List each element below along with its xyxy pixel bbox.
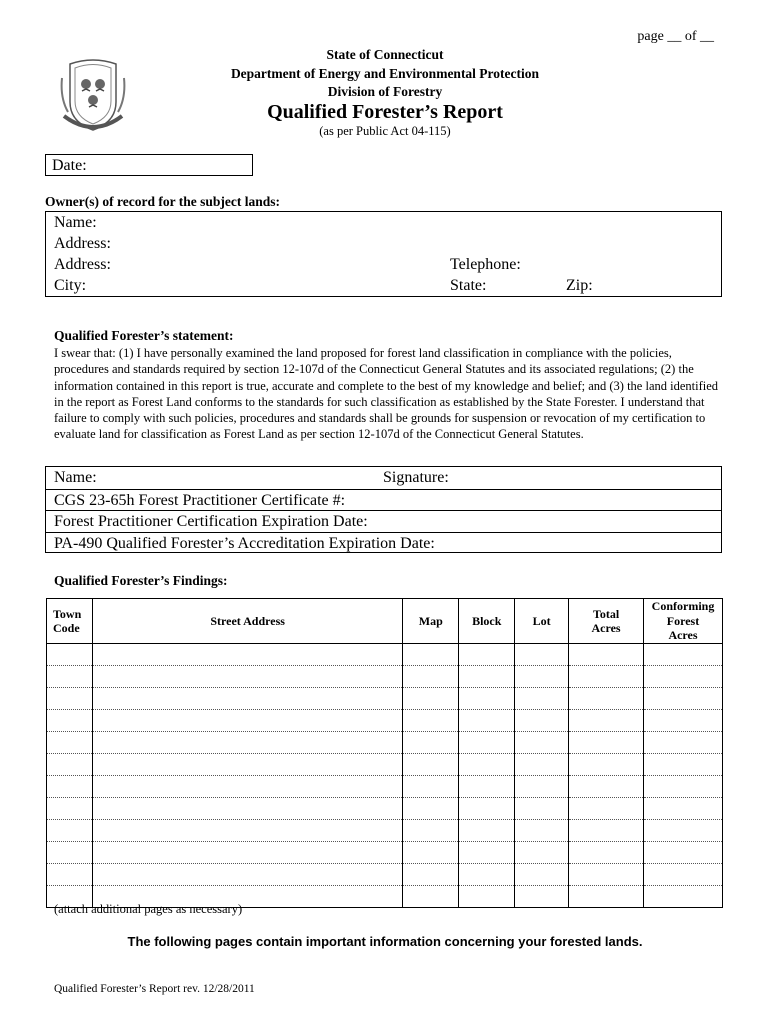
- table-row: [47, 644, 723, 666]
- owner-address2-row[interactable]: [46, 254, 721, 275]
- attach-note: (attach additional pages as necessary): [54, 902, 243, 916]
- table-cell[interactable]: [569, 688, 644, 710]
- forester-cert-exp-label: Forest Practitioner Certification Expiration Date:: [54, 513, 368, 530]
- forester-name-label: Name:: [54, 469, 97, 486]
- table-cell[interactable]: [569, 886, 644, 908]
- table-cell[interactable]: [92, 864, 402, 886]
- forester-pa490-row[interactable]: [46, 532, 721, 555]
- col-total-acres: Total Acres: [569, 599, 644, 644]
- owner-name-label: Name:: [54, 214, 97, 231]
- statement-heading: Qualified Forester’s statement:: [54, 328, 234, 343]
- table-cell[interactable]: [47, 666, 93, 688]
- table-cell[interactable]: [47, 842, 93, 864]
- col-map: Map: [403, 599, 459, 644]
- table-cell[interactable]: [459, 842, 515, 864]
- table-cell[interactable]: [515, 644, 569, 666]
- header-division: Division of Forestry: [327, 84, 443, 99]
- table-cell[interactable]: [569, 820, 644, 842]
- owner-address1-label: Address:: [54, 235, 111, 252]
- table-cell[interactable]: [569, 842, 644, 864]
- owner-name-row[interactable]: [46, 212, 721, 233]
- table-cell[interactable]: [92, 732, 402, 754]
- important-note: The following pages contain important information concerning your forested lands.: [127, 934, 643, 949]
- table-cell[interactable]: [644, 798, 723, 820]
- table-cell[interactable]: [47, 820, 93, 842]
- table-cell[interactable]: [403, 776, 459, 798]
- table-cell[interactable]: [459, 710, 515, 732]
- owner-address1-row[interactable]: [46, 233, 721, 254]
- table-cell[interactable]: [403, 644, 459, 666]
- page-title: Qualified Forester’s Report: [267, 101, 503, 123]
- table-cell[interactable]: [515, 864, 569, 886]
- owner-state-label: State:: [450, 277, 487, 294]
- findings-heading: Qualified Forester’s Findings:: [54, 573, 228, 588]
- table-cell[interactable]: [92, 666, 402, 688]
- table-cell[interactable]: [403, 688, 459, 710]
- table-cell[interactable]: [644, 842, 723, 864]
- table-cell[interactable]: [92, 710, 402, 732]
- table-row: [47, 688, 723, 710]
- table-cell[interactable]: [47, 688, 93, 710]
- table-cell[interactable]: [92, 842, 402, 864]
- owner-city-label: City:: [54, 277, 87, 294]
- table-cell[interactable]: [459, 666, 515, 688]
- footer-revision: Qualified Forester’s Report rev. 12/28/2011: [54, 983, 255, 995]
- table-cell[interactable]: [47, 776, 93, 798]
- table-row: [47, 754, 723, 776]
- table-cell[interactable]: [47, 798, 93, 820]
- findings-table: [46, 598, 723, 908]
- table-cell[interactable]: [403, 886, 459, 908]
- owner-telephone-label: Telephone:: [450, 256, 521, 273]
- table-cell[interactable]: [644, 754, 723, 776]
- table-cell[interactable]: [459, 798, 515, 820]
- table-row: [47, 732, 723, 754]
- forester-box: [45, 466, 722, 553]
- table-cell[interactable]: [92, 754, 402, 776]
- table-cell[interactable]: [515, 798, 569, 820]
- col-town-code: Town Code: [47, 599, 93, 644]
- page-indicator: page __ of __: [637, 29, 714, 44]
- owner-box: [45, 211, 722, 297]
- table-cell[interactable]: [515, 886, 569, 908]
- table-cell[interactable]: [459, 776, 515, 798]
- table-cell[interactable]: [459, 754, 515, 776]
- findings-header-row: [47, 599, 723, 644]
- owner-zip-label: Zip:: [566, 277, 593, 294]
- table-cell[interactable]: [644, 886, 723, 908]
- page-subtitle: (as per Public Act 04-115): [319, 124, 451, 138]
- table-cell[interactable]: [515, 710, 569, 732]
- table-cell[interactable]: [92, 798, 402, 820]
- table-cell[interactable]: [569, 710, 644, 732]
- statement-text: I swear that: (1) I have personally examined the land proposed for forest land classification in compliance with the policies, procedures and standards required by section 12-107d of the Connecticut General Statutes and its associated regulations; (2) the information contained in this report is true, accurate and complete to the best of my knowledge and belief; and (3) the land identified in the report as Forest Land conforms to the standards for such classification as established by the State Forester. I understand that failure to comply with such policies, procedures and standards shall be grounds for suspension or revocation of my certification to evaluate land for classification as Forest Land as per section 12-107d of the Connecticut General Statutes.: [54, 346, 719, 442]
- table-row: [47, 710, 723, 732]
- table-cell[interactable]: [92, 776, 402, 798]
- table-cell[interactable]: [644, 820, 723, 842]
- table-row: [47, 864, 723, 886]
- forester-name-row[interactable]: [46, 467, 721, 489]
- forester-cert-row[interactable]: [46, 489, 721, 512]
- table-cell[interactable]: [644, 864, 723, 886]
- col-lot: Lot: [515, 599, 569, 644]
- table-cell[interactable]: [403, 754, 459, 776]
- forester-cert-exp-row[interactable]: [46, 510, 721, 533]
- table-cell[interactable]: [403, 820, 459, 842]
- table-row: [47, 820, 723, 842]
- table-cell[interactable]: [515, 820, 569, 842]
- table-cell[interactable]: [515, 732, 569, 754]
- table-cell[interactable]: [515, 776, 569, 798]
- table-cell[interactable]: [92, 644, 402, 666]
- table-cell[interactable]: [569, 732, 644, 754]
- forester-cert-label: CGS 23-65h Forest Practitioner Certificate #:: [54, 491, 346, 509]
- table-cell[interactable]: [459, 864, 515, 886]
- date-field[interactable]: Date:: [45, 154, 253, 176]
- table-cell[interactable]: [515, 754, 569, 776]
- table-cell[interactable]: [459, 886, 515, 908]
- table-cell[interactable]: [92, 688, 402, 710]
- table-row: [47, 798, 723, 820]
- col-conforming-forest-acres: Conforming Forest Acres: [644, 599, 723, 644]
- table-cell[interactable]: [403, 666, 459, 688]
- table-cell[interactable]: [569, 776, 644, 798]
- table-row: [47, 776, 723, 798]
- table-cell[interactable]: [403, 798, 459, 820]
- table-cell[interactable]: [459, 732, 515, 754]
- table-cell[interactable]: [644, 688, 723, 710]
- table-cell[interactable]: [569, 864, 644, 886]
- table-cell[interactable]: [569, 666, 644, 688]
- table-cell[interactable]: [459, 688, 515, 710]
- col-street-address: Street Address: [92, 599, 402, 644]
- table-cell[interactable]: [47, 644, 93, 666]
- forester-pa490-label: PA-490 Qualified Forester’s Accreditation Expiration Date:: [54, 534, 435, 552]
- table-row: [47, 666, 723, 688]
- table-cell[interactable]: [644, 710, 723, 732]
- table-cell[interactable]: [569, 644, 644, 666]
- table-row: [47, 842, 723, 864]
- table-cell[interactable]: [47, 732, 93, 754]
- table-cell[interactable]: [459, 820, 515, 842]
- table-cell[interactable]: [569, 754, 644, 776]
- table-cell[interactable]: [644, 776, 723, 798]
- table-cell[interactable]: [569, 798, 644, 820]
- forester-signature-label: Signature:: [383, 469, 449, 486]
- table-cell[interactable]: [644, 732, 723, 754]
- header-department: Department of Energy and Environmental Protection: [230, 66, 540, 81]
- header-state: State of Connecticut: [326, 47, 444, 62]
- owner-heading: Owner(s) of record for the subject lands:: [45, 194, 280, 209]
- table-cell[interactable]: [644, 666, 723, 688]
- owner-city-row[interactable]: [46, 275, 721, 296]
- table-cell[interactable]: [47, 710, 93, 732]
- table-cell[interactable]: [403, 842, 459, 864]
- table-cell[interactable]: [47, 754, 93, 776]
- table-cell[interactable]: [515, 688, 569, 710]
- table-cell[interactable]: [644, 644, 723, 666]
- table-cell[interactable]: [459, 644, 515, 666]
- owner-address2-label: Address:: [54, 256, 111, 273]
- table-cell[interactable]: [403, 732, 459, 754]
- table-cell[interactable]: [92, 820, 402, 842]
- table-cell[interactable]: [403, 710, 459, 732]
- table-cell[interactable]: [515, 666, 569, 688]
- table-cell[interactable]: [403, 864, 459, 886]
- table-cell[interactable]: [515, 842, 569, 864]
- col-block: Block: [459, 599, 515, 644]
- table-cell[interactable]: [47, 864, 93, 886]
